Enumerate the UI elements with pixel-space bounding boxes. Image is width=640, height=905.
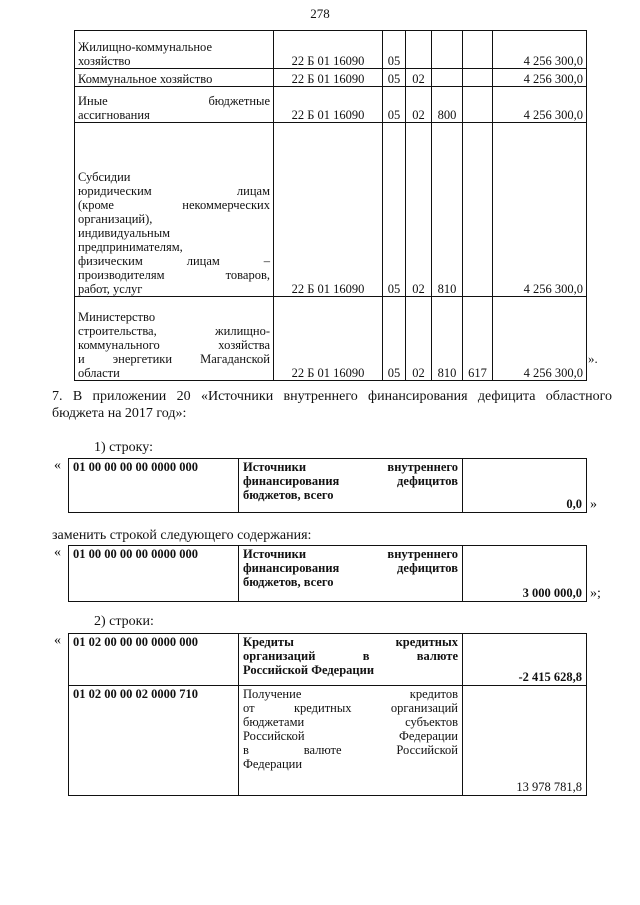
row-grbs: 617 xyxy=(463,297,493,381)
source-amount: -2 415 628,8 xyxy=(463,634,587,686)
row-section: 05 xyxy=(383,69,406,87)
row-amount: 4 256 300,0 xyxy=(493,69,587,87)
source-amount: 0,0 xyxy=(463,459,587,513)
row-section: 05 xyxy=(383,297,406,381)
table-row xyxy=(75,31,587,69)
source-name: Получение кредитов от кредитных организаций бюджетами субъектов Российской Федерации в валюте Российской Федерации xyxy=(239,686,463,796)
row-grbs xyxy=(463,123,493,297)
source-name: Кредиты кредитных организаций в валюте Российской Федерации xyxy=(239,634,463,686)
row-expense-type xyxy=(432,69,463,87)
row-name: Жилищно-коммунальное хозяйство xyxy=(75,31,274,69)
table-row xyxy=(75,87,587,123)
row-amount: 4 256 300,0 xyxy=(493,297,587,381)
row-name: Субсидии юридическим лицам (кроме некоммерческих организаций), индивидуальным предпринимателям, физическим лицам – производителям товаров, работ, услуг xyxy=(75,123,274,297)
row-expense-type: 800 xyxy=(432,87,463,123)
row-expense-type: 810 xyxy=(432,297,463,381)
credit-table xyxy=(68,633,587,796)
budget-table xyxy=(74,30,587,381)
row-amount: 4 256 300,0 xyxy=(493,31,587,69)
close-quote: » xyxy=(590,497,597,512)
replace-text: заменить строкой следующего содержания: xyxy=(52,528,312,543)
row-subsection: 02 xyxy=(406,69,432,87)
row-amount: 4 256 300,0 xyxy=(493,123,587,297)
source-name: Источники внутреннего финансирования дефицитов бюджетов, всего xyxy=(239,546,463,602)
item-1-label: 1) строку: xyxy=(94,440,153,455)
row-code: 22 Б 01 16090 xyxy=(274,69,383,87)
row-code: 22 Б 01 16090 xyxy=(274,31,383,69)
row-section: 05 xyxy=(383,31,406,69)
row-grbs xyxy=(463,31,493,69)
row-amount: 4 256 300,0 xyxy=(493,87,587,123)
close-quote: »; xyxy=(590,586,601,601)
table-row xyxy=(69,546,587,602)
row-name: Коммунальное хозяйство xyxy=(75,69,274,87)
row-subsection: 02 xyxy=(406,297,432,381)
close-quote: ». xyxy=(588,351,598,366)
table-row xyxy=(69,459,587,513)
row-expense-type xyxy=(432,31,463,69)
open-quote: « xyxy=(54,545,61,560)
row-grbs xyxy=(463,87,493,123)
source-code: 01 02 00 00 02 0000 710 xyxy=(69,686,239,796)
row-subsection: 02 xyxy=(406,123,432,297)
source-code: 01 00 00 00 00 0000 000 xyxy=(69,459,239,513)
open-quote: « xyxy=(54,633,61,648)
row-expense-type: 810 xyxy=(432,123,463,297)
source-name: Источники внутреннего финансирования дефицитов бюджетов, всего xyxy=(239,459,463,513)
table-row xyxy=(69,686,587,796)
paragraph-7: 7. В приложении 20 «Источники внутреннего финансирования дефицита областного бюджета на 2017 год»: xyxy=(52,389,612,421)
page-number: 278 xyxy=(310,6,330,21)
table-row xyxy=(75,297,587,381)
row-section: 05 xyxy=(383,87,406,123)
source-amount: 3 000 000,0 xyxy=(463,546,587,602)
source-amount: 13 978 781,8 xyxy=(463,686,587,796)
row-name: Министерство строительства, жилищно- коммунального хозяйства и энергетики Магаданской области xyxy=(75,297,274,381)
open-quote: « xyxy=(54,458,61,473)
row-section: 05 xyxy=(383,123,406,297)
source-code: 01 00 00 00 00 0000 000 xyxy=(69,546,239,602)
table-row xyxy=(75,123,587,297)
row-subsection: 02 xyxy=(406,87,432,123)
row-code: 22 Б 01 16090 xyxy=(274,123,383,297)
new-source-table xyxy=(68,545,587,602)
source-code: 01 02 00 00 00 0000 000 xyxy=(69,634,239,686)
row-subsection xyxy=(406,31,432,69)
row-grbs xyxy=(463,69,493,87)
table-row xyxy=(75,69,587,87)
row-code: 22 Б 01 16090 xyxy=(274,297,383,381)
old-source-table xyxy=(68,458,587,513)
row-name: Иные бюджетные ассигнования xyxy=(75,87,274,123)
item-2-label: 2) строки: xyxy=(94,614,154,629)
row-code: 22 Б 01 16090 xyxy=(274,87,383,123)
table-row xyxy=(69,634,587,686)
